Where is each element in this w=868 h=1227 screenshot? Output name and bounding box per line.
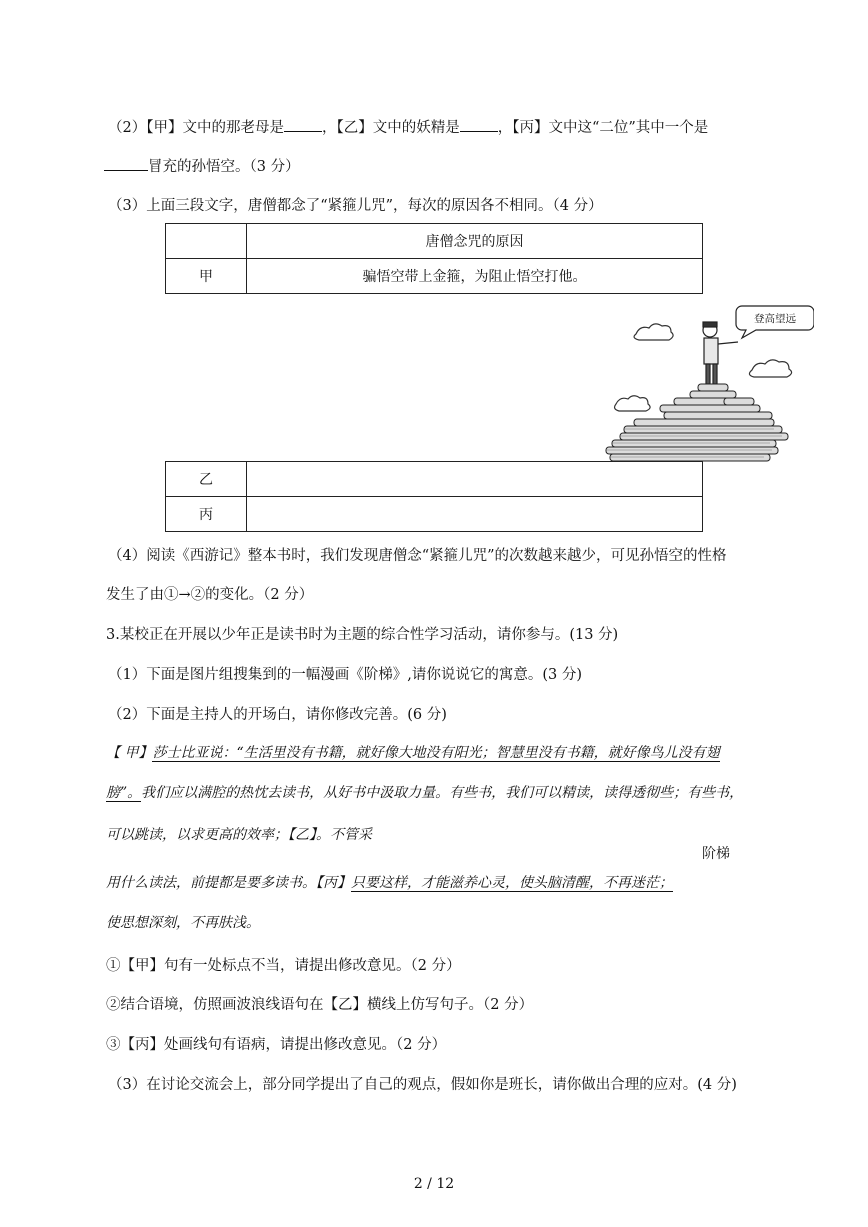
- table-header-row: [166, 224, 703, 259]
- table-row: [166, 497, 703, 532]
- question-2-3: （3）上面三段文字，唐僧都念了“紧箍儿咒”，每次的原因各不相同。（4 分）: [108, 198, 603, 214]
- ladder-cartoon-image: [604, 302, 814, 462]
- question-2-2-line2: 冒充的孙悟空。（3 分）: [104, 155, 300, 176]
- answer-blank[interactable]: [284, 117, 322, 132]
- table-row: [166, 259, 703, 294]
- question-2-4-line1: （4）阅读《西游记》整本书时，我们发现唐僧念“紧箍儿咒”的次数越来越少，可见孙悟空的性格: [108, 548, 727, 564]
- reason-table-bottom: [165, 461, 703, 532]
- reason-table-top: [165, 223, 703, 294]
- table-cell: 骗悟空带上金箍，为阻止悟空打他。: [247, 259, 703, 294]
- answer-blank[interactable]: [460, 117, 498, 132]
- cloud-shape: [634, 324, 673, 340]
- question-2-4-line2: 发生了由①→②的变化。（2 分）: [106, 587, 314, 603]
- passage-line-5: 使思想深刻，不再肤浅。: [106, 915, 260, 931]
- table-cell: [166, 224, 247, 259]
- task-3: ③【丙】处画线句有语病，请提出修改意见。（2 分）: [106, 1037, 447, 1053]
- table-row: [166, 462, 703, 497]
- task-1: ①【甲】句有一处标点不当，请提出修改意见。（2 分）: [106, 958, 461, 974]
- speech-bubble-text: 登高望远: [754, 313, 796, 325]
- passage-line-1: 【 甲】莎士比亚说：“生活里没有书籍，就好像大地没有阳光；智慧里没有书籍，就好像鸟儿没有翅: [106, 745, 720, 761]
- table-header-cell: 唐僧念咒的原因: [247, 224, 703, 259]
- answer-blank[interactable]: [104, 156, 148, 171]
- cloud-shape: [615, 396, 651, 411]
- question-3-1: （1）下面是图片组搜集到的一幅漫画《阶梯》,请你说说它的寓意。(3 分): [108, 667, 582, 683]
- cloud-shape: [749, 360, 791, 377]
- passage-line-3: 可以跳读，以求更高的效率；【乙】。不管采: [106, 827, 372, 843]
- answer-cell[interactable]: [247, 497, 703, 532]
- question-3-title: 3.某校正在开展以少年正是读书时为主题的综合性学习活动，请你参与。(13 分): [106, 627, 619, 643]
- task-2: ②结合语境，仿照画波浪线语句在【乙】横线上仿写句子。（2 分）: [106, 997, 534, 1013]
- question-3-2: （2）下面是主持人的开场白，请你修改完善。(6 分): [108, 707, 447, 723]
- page-number: 2 / 12: [413, 1176, 455, 1192]
- table-cell: 丙: [166, 497, 247, 532]
- passage-line-4: 用什么读法，前提都是要多读书。【丙】只要这样，才能滋养心灵，使头脑清醒，不再迷茫；: [106, 875, 673, 891]
- table-cell: 甲: [166, 259, 247, 294]
- cartoon-caption: 阶梯: [702, 846, 730, 862]
- question-2-2: （2）【甲】文中的那老母是 ，【乙】文中的妖精是 ，【丙】文中这“二位”其中一个是: [108, 116, 708, 137]
- answer-cell[interactable]: [247, 462, 703, 497]
- table-cell: 乙: [166, 462, 247, 497]
- question-3-3: （3）在讨论交流会上，部分同学提出了自己的观点，假如你是班长，请你做出合理的应对。(4 分): [108, 1077, 737, 1093]
- passage-line-2: 膀”。我们应以满腔的热忱去读书，从好书中汲取力量。有些书，我们可以精读，读得透彻些；有些书，: [106, 785, 744, 801]
